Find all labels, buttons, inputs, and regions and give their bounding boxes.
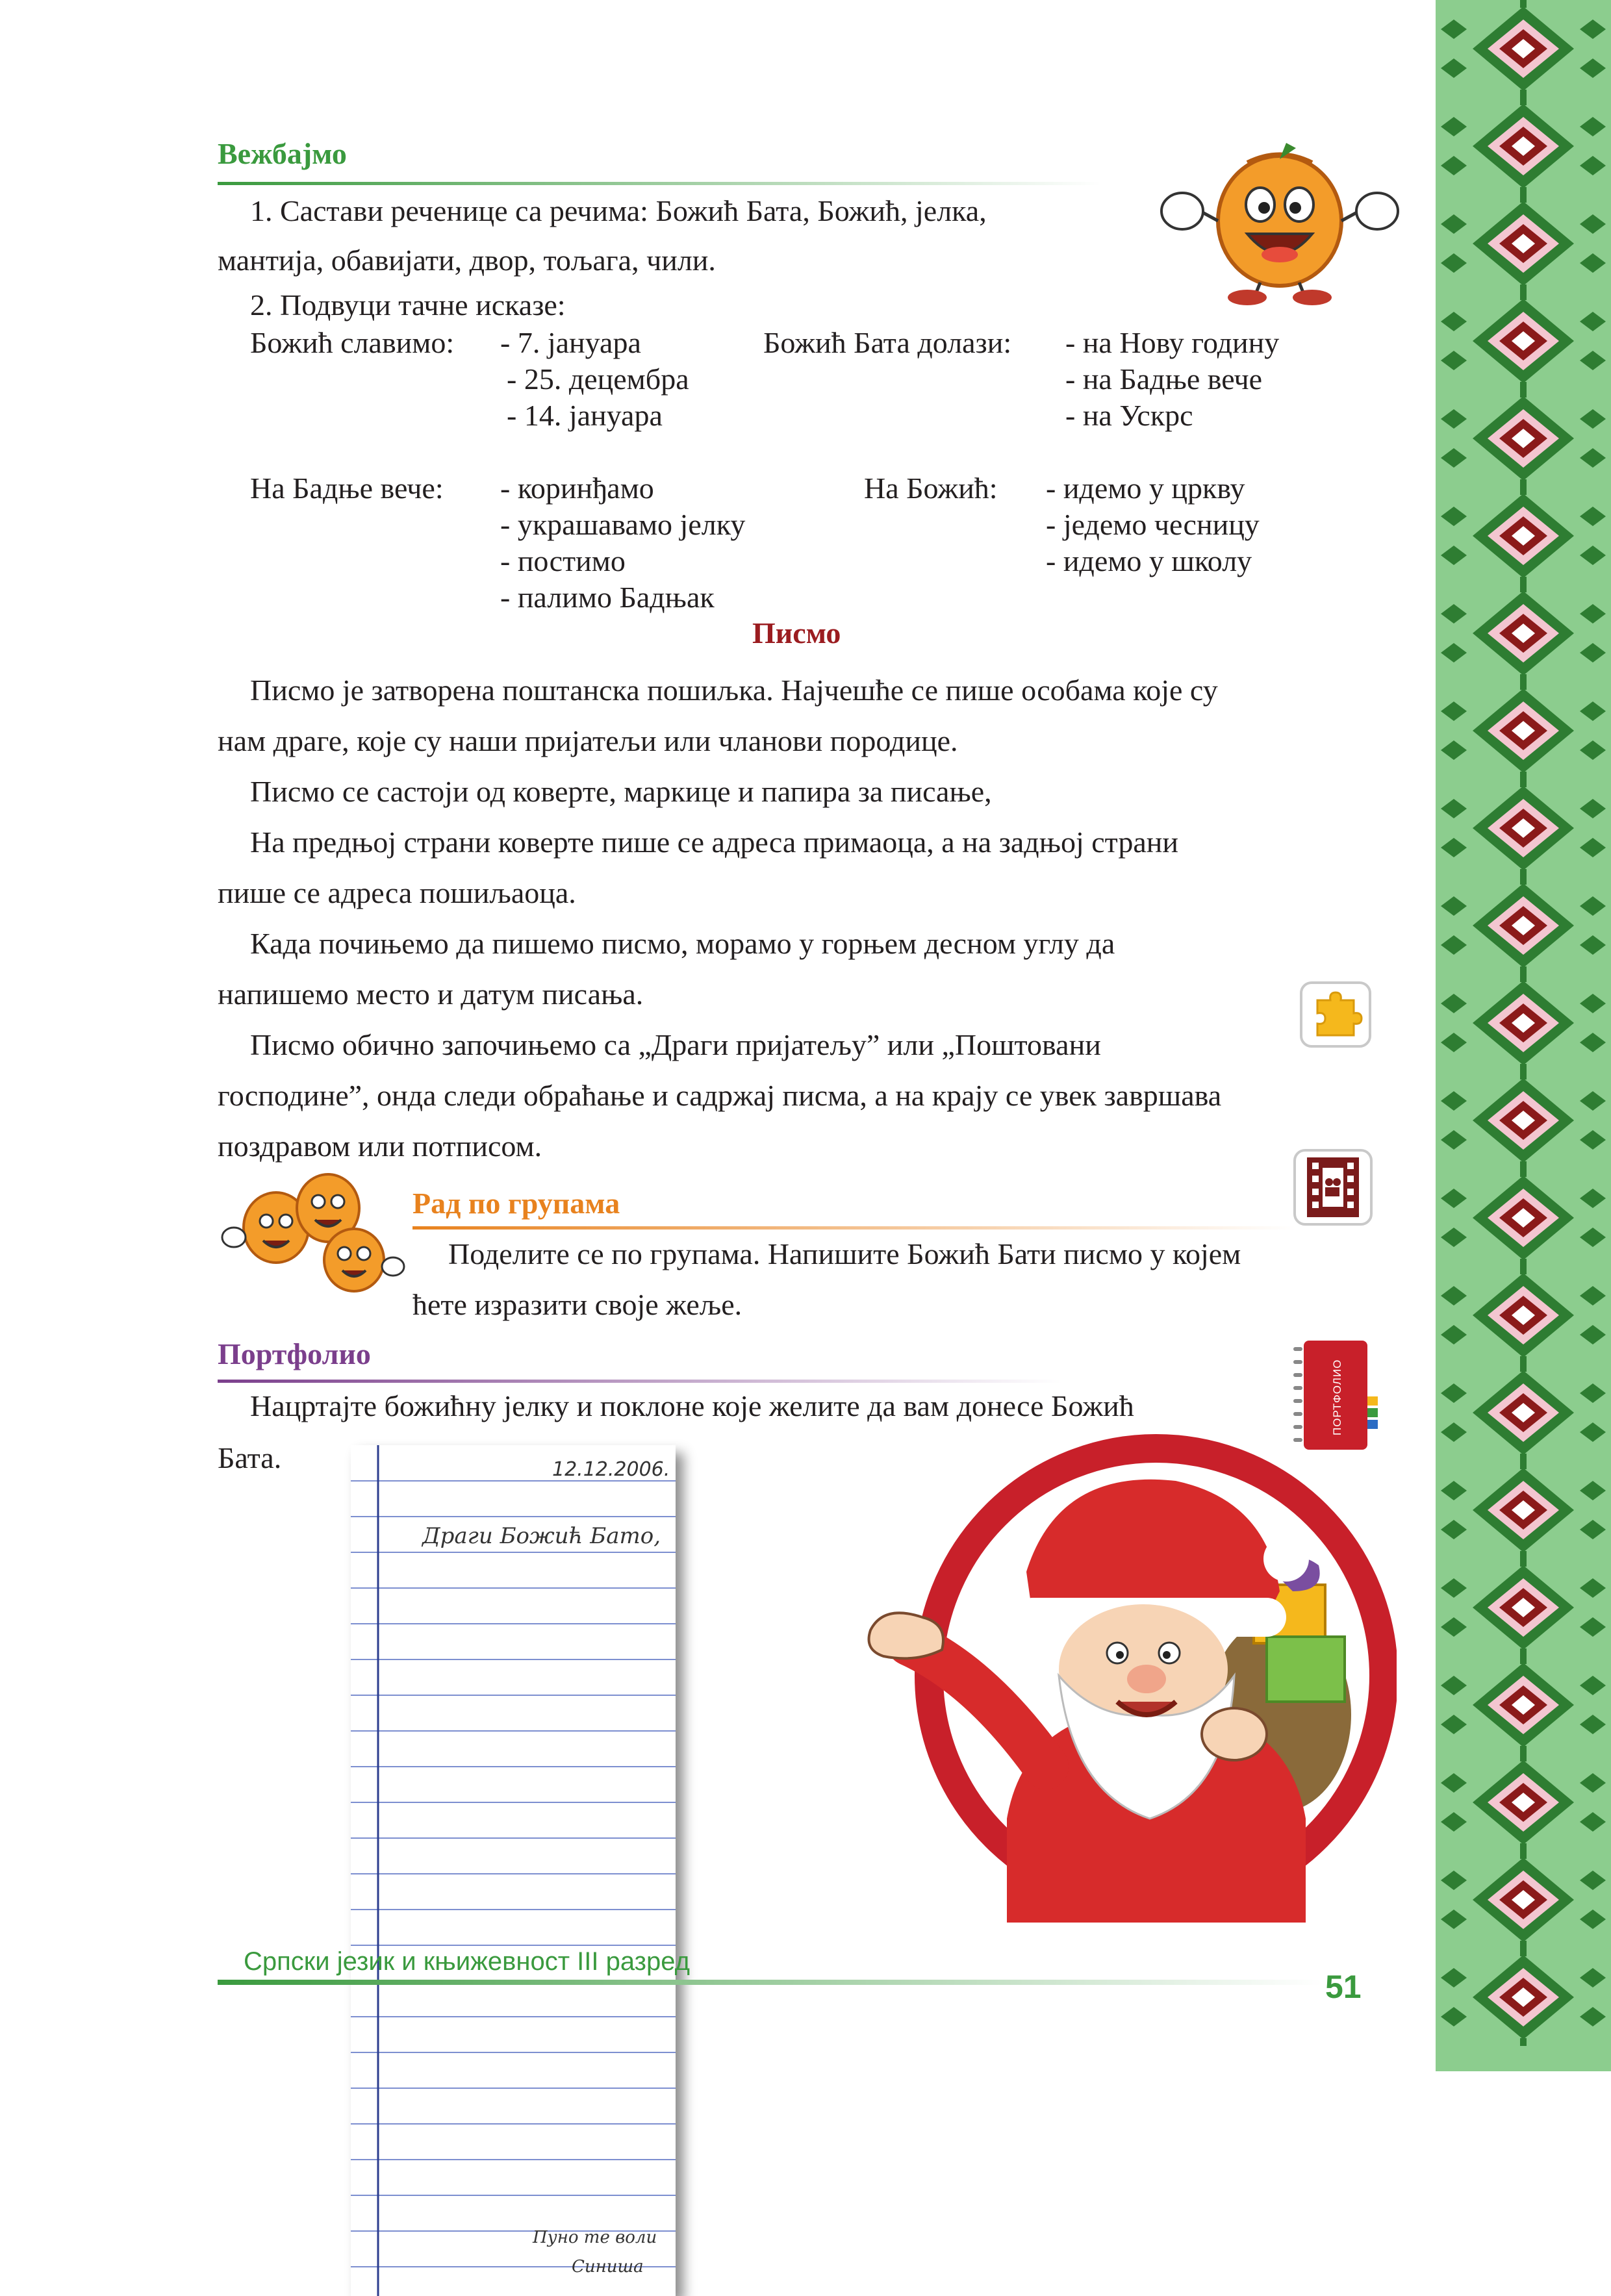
footer-underline (218, 1980, 1322, 1985)
pumpkin-group-icon (218, 1169, 406, 1299)
q3-option-1: - коринђамо (500, 472, 654, 505)
q3-option-3: - постимо (500, 544, 626, 577)
letter-line-10: поздравом или потписом. (218, 1129, 542, 1163)
notebook-closing1: Пуно те воли (533, 2228, 657, 2247)
q1-label: Божић славимо: (250, 326, 455, 359)
group-work-line2: ћете изразити своје жеље. (412, 1288, 742, 1321)
letter-line-9: господине”, онда следи обраћање и садржај писма, а на крају се увек завршава (218, 1079, 1222, 1112)
letter-line-7: напишемо место и датум писања. (218, 978, 644, 1011)
letter-line-5: пише се адреса пошиљаоца. (218, 876, 576, 909)
q4-option-3: - идемо у школу (1046, 544, 1252, 577)
practice-heading: Вежбајмо (218, 137, 347, 170)
portfolio-line1: Нацртајте божићну јелку и поклоне које желите да вам донесе Божић (250, 1389, 1134, 1422)
footer-title: Српски језик и књижевност III разред (244, 1947, 690, 1976)
notebook-greeting: Драги Божић Бато, (422, 1523, 661, 1549)
letter-line-2: нам драге, које су наши пријатељи или чланови породице. (218, 724, 958, 757)
letter-line-8: Писмо обично започињемо са „Драги пријатељу” или „Поштовани (250, 1028, 1101, 1061)
portfolio-heading: Портфолио (218, 1337, 371, 1370)
letter-line-4: На предњој страни коверте пише се адреса примаоца, а на задњој страни (250, 826, 1178, 859)
letter-heading: Писмо (752, 616, 841, 650)
q1-option-3: - 14. јануара (507, 399, 663, 432)
q4-option-1: - идемо у цркву (1046, 472, 1245, 505)
group-work-line1: Поделите се по групама. Напишите Божић Бати писмо у којем (448, 1237, 1241, 1270)
border-motifs (1441, 0, 1606, 2046)
letter-line-1: Писмо је затворена поштанска пошиљка. Најчешће се пише особама које су (250, 674, 1218, 707)
q4-label: На Божић: (864, 472, 998, 505)
group-work-heading: Рад по групама (412, 1187, 620, 1220)
notebook-date: 12.12.2006. (552, 1458, 670, 1481)
film-icon[interactable] (1293, 1148, 1373, 1226)
puzzle-icon[interactable] (1299, 981, 1372, 1048)
q2-option-2: - на Бадње вече (1065, 362, 1263, 396)
q1-option-2: - 25. децембра (507, 362, 689, 396)
notebook-lines (351, 1445, 676, 2296)
q2-option-1: - на Нову годину (1065, 326, 1280, 359)
q3-option-4: - палимо Бадњак (500, 581, 715, 614)
portfolio-book-label: ПОРТФОЛИО (1331, 1359, 1343, 1435)
portfolio-line2: Бата. (218, 1441, 282, 1474)
practice-underline (218, 182, 1101, 185)
santa-illustration (812, 1429, 1397, 1923)
letter-line-3: Писмо се састоји од коверте, маркице и папира за писање, (250, 775, 992, 808)
notebook-closing2: Синиша (572, 2257, 644, 2277)
letter-line-6: Када почињемо да пишемо писмо, морамо у горњем десном углу да (250, 927, 1115, 960)
q1-option-1: - 7. јануара (500, 326, 641, 359)
task2-title: 2. Подвуци тачне исказе: (250, 288, 566, 322)
page-number: 51 (1325, 1969, 1362, 2005)
task1-line2: мантија, обавијати, двор, тољага, чили. (218, 244, 716, 277)
q3-label: На Бадње вече: (250, 472, 444, 505)
notebook-paper (351, 1445, 676, 2296)
q4-option-2: - једемо чесницу (1046, 508, 1260, 541)
q3-option-2: - украшавамо јелку (500, 508, 746, 541)
task1-line1: 1. Састави реченице са речима: Божић Бата, Божић, јелка, (250, 194, 987, 227)
q2-option-3: - на Ускрс (1065, 399, 1193, 432)
border-pattern (1436, 0, 1611, 2071)
q2-label: Божић Бата долази: (763, 326, 1012, 359)
pumpkin-mascot-icon (1156, 143, 1403, 305)
